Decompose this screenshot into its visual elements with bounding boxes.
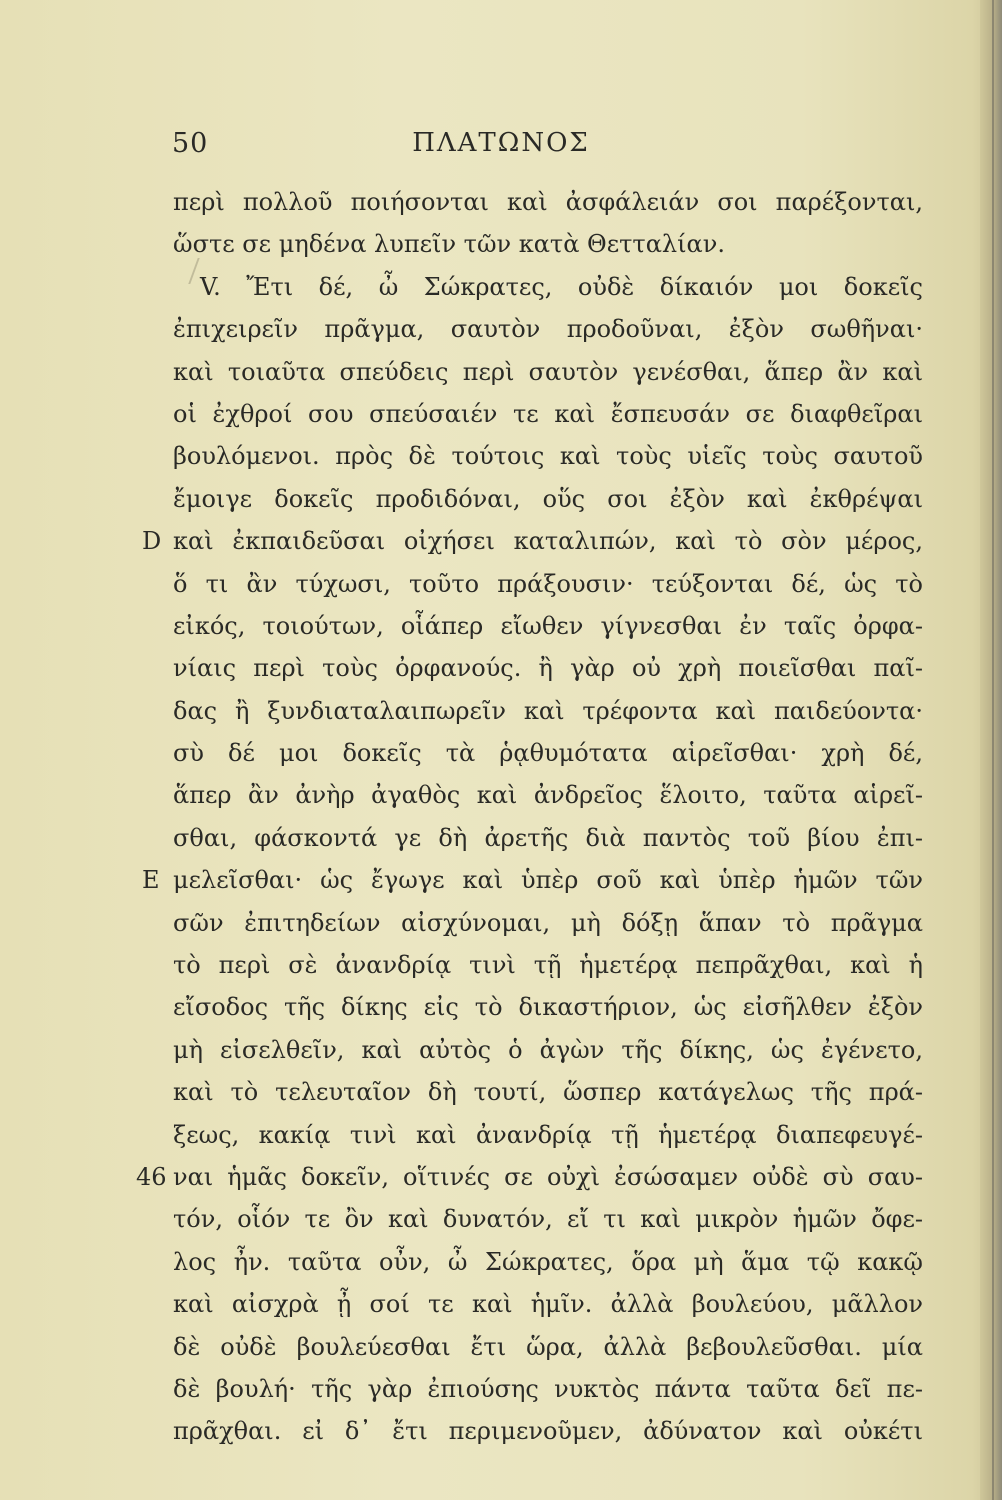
line-text: σὺ δέ μοι δοκεῖς τὰ ῥᾳθυμότατα αἱρεῖσθαι· χρὴ δέ, xyxy=(173,739,923,768)
line-text: τὸ περὶ σὲ ἀνανδρίᾳ τινὶ τῇ ἡμετέρᾳ πεπρᾶχθαι, καὶ ἡ xyxy=(173,951,923,980)
text-line xyxy=(0,945,1002,987)
margin-label-d: D xyxy=(142,527,162,556)
text-line xyxy=(0,521,1002,563)
text-line xyxy=(0,987,1002,1029)
text-line xyxy=(0,1284,1002,1326)
line-text: ξεως, κακίᾳ τινὶ καὶ ἀνανδρίᾳ τῇ ἡμετέρᾳ διαπεφευγέ- xyxy=(173,1120,923,1149)
text-line xyxy=(0,564,1002,606)
line-text: μὴ εἰσελθεῖν, καὶ αὐτὸς ὁ ἀγὼν τῆς δίκης, ὡς ἐγένετο, xyxy=(173,1035,923,1064)
running-title: ΠΛΑΤΩΝΟΣ xyxy=(412,128,590,158)
line-text: σῶν ἐπιτηδείων αἰσχύνομαι, μὴ δόξῃ ἅπαν τὸ πρᾶγμα xyxy=(173,908,923,937)
text-line xyxy=(0,267,1002,309)
text-line xyxy=(0,1242,1002,1284)
line-text: βουλόμενοι. πρὸς δὲ τούτοις καὶ τοὺς υἱεῖς τοὺς σαυτοῦ xyxy=(173,442,923,471)
line-text: δὲ βουλή· τῆς γὰρ ἐπιούσης νυκτὸς πάντα ταῦτα δεῖ πε- xyxy=(173,1374,923,1403)
line-text: εἰκός, τοιούτων, οἷάπερ εἴωθεν γίγνεσθαι ἐν ταῖς ὀρφα- xyxy=(173,611,923,640)
line-text: μελεῖσθαι· ὡς ἔγωγε καὶ ὑπὲρ σοῦ καὶ ὑπὲρ ἡμῶν τῶν xyxy=(173,866,923,895)
line-text: νίαις περὶ τοὺς ὀρφανούς. ἢ γὰρ οὐ χρὴ ποιεῖσθαι παῖ- xyxy=(173,654,923,683)
text-line xyxy=(0,1072,1002,1114)
line-text: ὥστε σε μηδένα λυπεῖν τῶν κατὰ Θετταλίαν. xyxy=(173,230,725,259)
margin-label-e: E xyxy=(142,866,160,895)
text-line xyxy=(0,1115,1002,1157)
text-line xyxy=(0,775,1002,817)
margin-label-46: 46 xyxy=(136,1162,167,1191)
text-line xyxy=(0,1030,1002,1072)
text-line xyxy=(0,1411,1002,1453)
line-text: καὶ τοιαῦτα σπεύδεις περὶ σαυτὸν γενέσθαι, ἅπερ ἂν καὶ xyxy=(173,357,923,386)
text-line xyxy=(0,606,1002,648)
line-text: ἅπερ ἂν ἀνὴρ ἀγαθὸς καὶ ἀνδρεῖος ἕλοιτο, ταῦτα αἱρεῖ- xyxy=(173,781,923,810)
line-text: εἴσοδος τῆς δίκης εἰς τὸ δικαστήριον, ὡς εἰσῆλθεν ἐξὸν xyxy=(173,993,923,1022)
line-text: περὶ πολλοῦ ποιήσονται καὶ ἀσφάλειάν σοι παρέξονται, xyxy=(173,188,923,216)
line-text: καὶ τὸ τελευταῖον δὴ τουτί, ὥσπερ κατάγελως τῆς πρά- xyxy=(173,1078,923,1107)
line-text: σθαι, φάσκοντά γε δὴ ἀρετῆς διὰ παντὸς τοῦ βίου ἐπι- xyxy=(173,823,923,852)
line-text: δας ἢ ξυνδιαταλαιπωρεῖν καὶ τρέφοντα καὶ παιδεύοντα· xyxy=(173,696,923,725)
text-line xyxy=(0,733,1002,775)
line-text: τόν, οἷόν τε ὂν καὶ δυνατόν, εἴ τι καὶ μικρὸν ἡμῶν ὄφε- xyxy=(173,1205,923,1234)
line-text: ἔμοιγε δοκεῖς προδιδόναι, οὕς σοι ἐξὸν καὶ ἐκθρέψαι xyxy=(173,484,923,513)
text-line xyxy=(0,860,1002,902)
line-text: ναι ἡμᾶς δοκεῖν, οἵτινές σε οὐχὶ ἐσώσαμεν οὐδὲ σὺ σαυ- xyxy=(173,1162,923,1191)
line-text: V. Ἔτι δέ, ὦ Σώκρατες, οὐδὲ δίκαιόν μοι δοκεῖς xyxy=(200,272,923,301)
text-line xyxy=(0,1199,1002,1241)
text-line xyxy=(0,182,1002,224)
text-line xyxy=(0,648,1002,690)
page-header xyxy=(0,128,1002,168)
line-text: πρᾶχθαι. εἰ δ᾽ ἔτι περιμενοῦμεν, ἀδύνατον καὶ οὐκέτι xyxy=(173,1417,923,1446)
text-line xyxy=(0,224,1002,266)
text-line xyxy=(0,436,1002,478)
text-line xyxy=(0,479,1002,521)
line-text: ἐπιχειρεῖν πρᾶγμα, σαυτὸν προδοῦναι, ἐξὸν σωθῆναι· xyxy=(173,315,923,344)
line-text: λος ἦν. ταῦτα οὖν, ὦ Σώκρατες, ὅρα μὴ ἅμα τῷ κακῷ xyxy=(173,1247,923,1276)
text-line xyxy=(0,818,1002,860)
page-number: 50 xyxy=(172,128,209,159)
text-line xyxy=(0,903,1002,945)
line-text: δὲ οὐδὲ βουλεύεσθαι ἔτι ὥρα, ἀλλὰ βεβουλεῦσθαι. μία xyxy=(173,1332,923,1361)
text-line xyxy=(0,691,1002,733)
line-text: καὶ ἐκπαιδεῦσαι οἰχήσει καταλιπών, καὶ τὸ σὸν μέρος, xyxy=(173,527,923,556)
text-line xyxy=(0,309,1002,351)
line-text: ὅ τι ἂν τύχωσι, τοῦτο πράξουσιν· τεύξονται δέ, ὡς τὸ xyxy=(173,569,923,598)
text-line xyxy=(0,1369,1002,1411)
main-text xyxy=(0,182,1002,1454)
text-line xyxy=(0,352,1002,394)
text-line xyxy=(0,1157,1002,1199)
line-text: οἱ ἐχθροί σου σπεύσαιέν τε καὶ ἔσπευσάν σε διαφθεῖραι xyxy=(173,399,923,428)
line-text: καὶ αἰσχρὰ ᾖ σοί τε καὶ ἡμῖν. ἀλλὰ βουλεύου, μᾶλλον xyxy=(173,1290,923,1319)
text-line xyxy=(0,1327,1002,1369)
text-line xyxy=(0,394,1002,436)
